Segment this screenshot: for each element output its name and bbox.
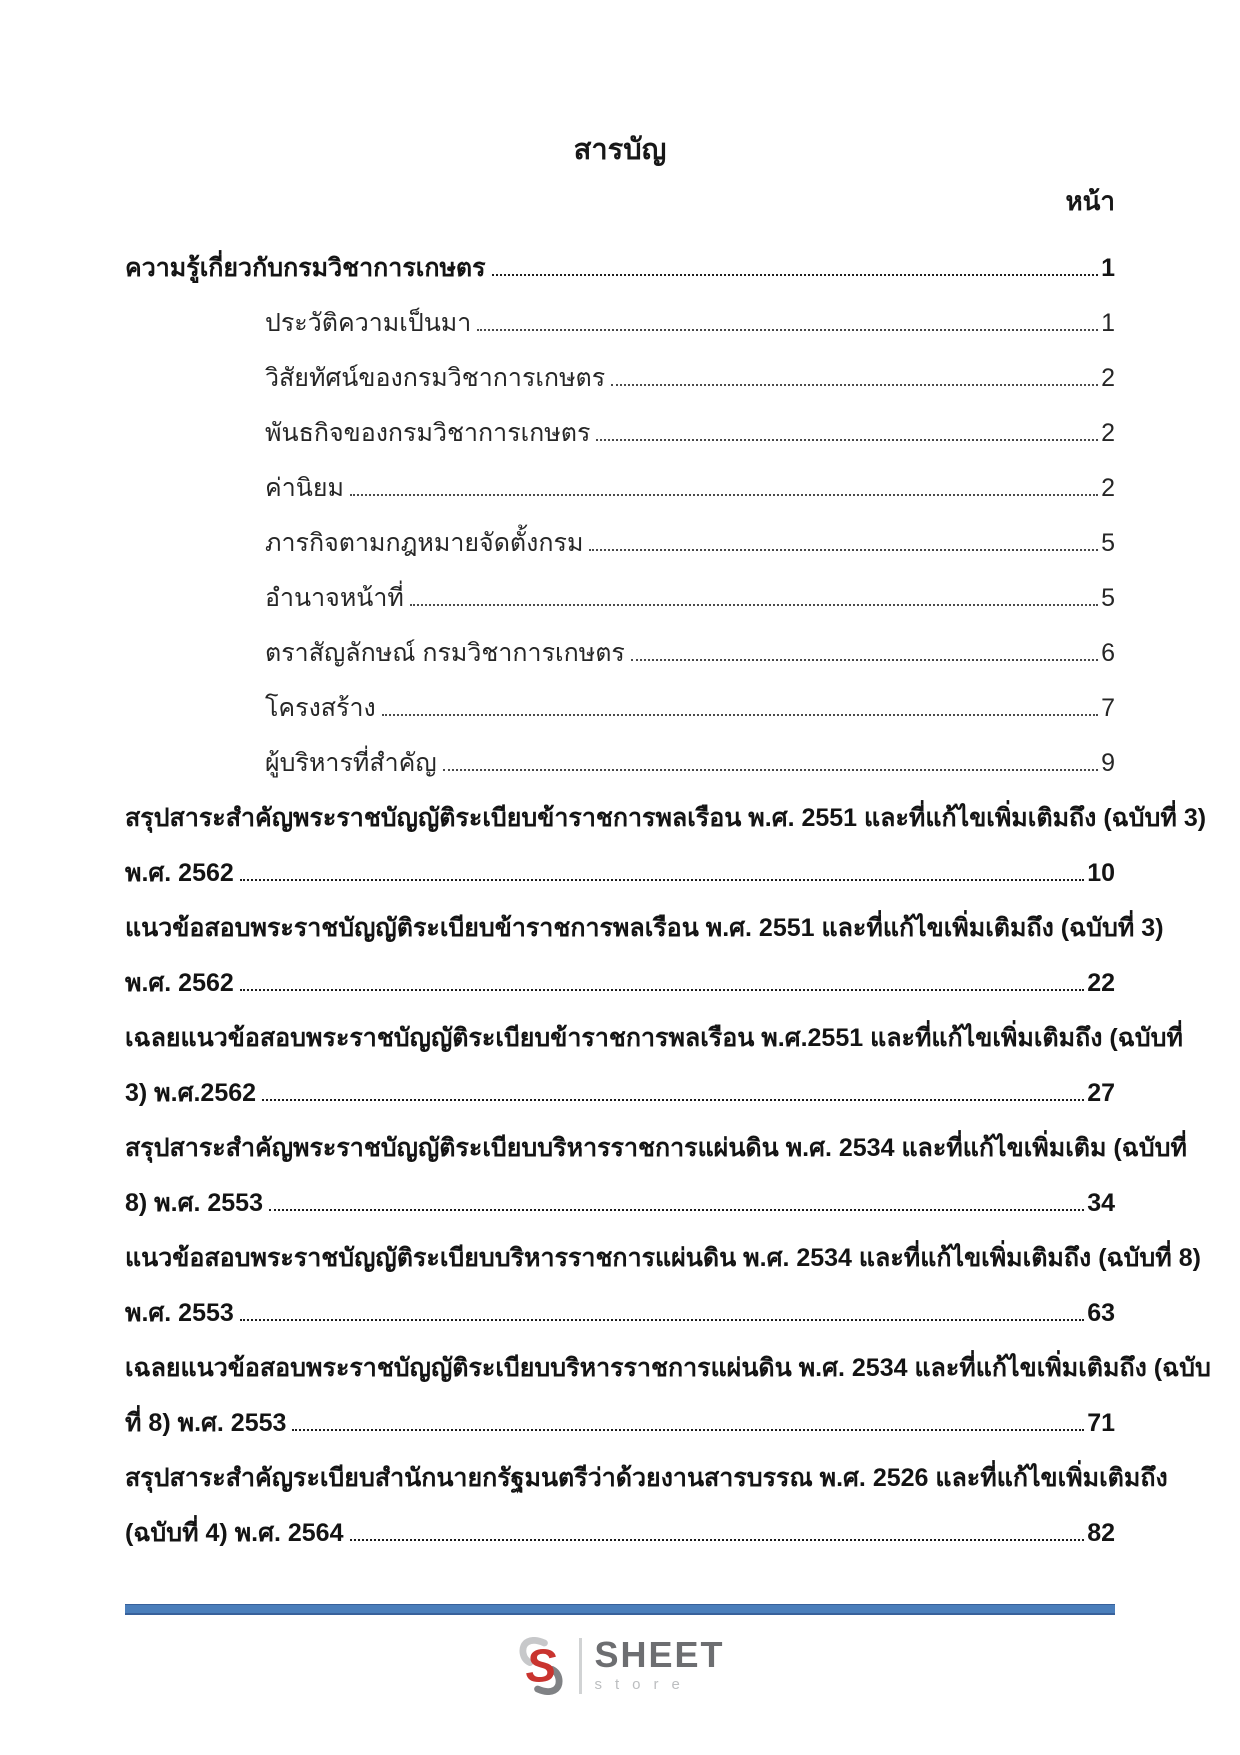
toc-entry	[125, 1110, 1187, 1220]
toc-line2-page: 71	[1087, 1409, 1115, 1438]
brand-logo	[125, 1634, 1115, 1695]
toc-entry	[125, 1330, 1211, 1440]
toc-line1-leader	[350, 494, 1098, 496]
toc-entry-line1	[125, 1000, 1183, 1055]
toc-line1-page: 2	[1101, 474, 1115, 503]
toc-entry	[125, 230, 1115, 285]
toc-entry-line1	[125, 340, 1115, 395]
toc-entry-line1	[125, 890, 1164, 945]
page-column-label: หน้า	[1065, 186, 1115, 216]
toc-entry-line1-text: สรุปสาระสำคัญระเบียบสำนักนายกรัฐมนตรีว่าด้วยงานสารบรรณ พ.ศ. 2526 และที่แก้ไขเพิ่มเติมถึง	[125, 1464, 1168, 1493]
toc-entry	[125, 560, 1115, 615]
toc-entry-line1-text: อำนาจหน้าที่	[265, 584, 404, 613]
toc-entry-line1-text: สรุปสาระสำคัญพระราชบัญญัติระเบียบบริหารราชการแผ่นดิน พ.ศ. 2534 และที่แก้ไขเพิ่มเติม (ฉบับที่	[125, 1134, 1187, 1163]
toc-entry-line1	[125, 780, 1207, 835]
toc-entry-line2-text: พ.ศ. 2553	[125, 1299, 234, 1328]
toc-entry-line2-text: (ฉบับที่ 4) พ.ศ. 2564	[125, 1519, 344, 1548]
toc-entry-line2	[125, 1165, 1115, 1220]
toc-entry-line1-text: เฉลยแนวข้อสอบพระราชบัญญัติระเบียบบริหารราชการแผ่นดิน พ.ศ. 2534 และที่แก้ไขเพิ่มเติมถึง (ฉบับ	[125, 1354, 1211, 1383]
toc-entry-line2-text: 3) พ.ศ.2562	[125, 1079, 257, 1108]
toc-entry-line1	[125, 670, 1115, 725]
toc-entry-line1	[125, 395, 1115, 450]
toc-entry-line1-text: ประวัติความเป็นมา	[265, 309, 472, 338]
toc-entry-line2	[125, 835, 1115, 890]
toc-entry-line2-text: พ.ศ. 2562	[125, 859, 234, 888]
toc-entry-line1-text: วิสัยทัศน์ของกรมวิชาการเกษตร	[265, 364, 606, 393]
toc-line1-page: 5	[1101, 529, 1115, 558]
toc-line2-page: 27	[1087, 1079, 1115, 1108]
toc-entry	[125, 615, 1115, 670]
toc-entry-line1	[125, 285, 1115, 340]
toc-line1-page: 9	[1101, 749, 1115, 778]
toc-entry-line2	[125, 1495, 1115, 1550]
toc-line2-page: 22	[1087, 969, 1115, 998]
toc-entry-line2	[125, 1385, 1115, 1440]
page-footer	[125, 1604, 1115, 1695]
page-title: สารบัญ	[573, 134, 667, 166]
toc-entry	[125, 285, 1115, 340]
toc-entry	[125, 890, 1164, 1000]
toc-entry-line1-text: ค่านิยม	[265, 474, 344, 503]
toc-entry-line1	[125, 1110, 1187, 1165]
brand-subtitle: store	[594, 1676, 693, 1693]
toc-entry-line1	[125, 1330, 1211, 1385]
toc-entry	[125, 725, 1115, 780]
toc-entry	[125, 340, 1115, 395]
toc-entry-line1	[125, 505, 1115, 560]
toc-entry	[125, 1440, 1168, 1550]
toc-line1-leader	[631, 659, 1098, 661]
toc-entry-line1	[125, 560, 1115, 615]
toc-entry-line1-text: ภารกิจตามกฎหมายจัดตั้งกรม	[265, 529, 584, 558]
toc-entry-line1-text: แนวข้อสอบพระราชบัญญัติระเบียบข้าราชการพลเรือน พ.ศ. 2551 และที่แก้ไขเพิ่มเติมถึง (ฉบับที่ 3)	[125, 914, 1164, 943]
toc-line2-leader	[350, 1539, 1085, 1541]
toc-entry	[125, 1220, 1201, 1330]
brand-name: SHEET	[594, 1634, 725, 1675]
toc-line1-page: 1	[1101, 254, 1115, 283]
toc-entry-line1-text: ความรู้เกี่ยวกับกรมวิชาการเกษตร	[125, 254, 486, 283]
toc-line1-page: 7	[1101, 694, 1115, 723]
toc-entry-line1	[125, 725, 1115, 780]
toc-entry-line1-text: พันธกิจของกรมวิชาการเกษตร	[265, 419, 591, 448]
toc-list	[125, 230, 1211, 1550]
toc-line1-page: 5	[1101, 584, 1115, 613]
footer-divider-bar	[125, 1604, 1115, 1615]
toc-line2-page: 82	[1087, 1519, 1115, 1548]
toc-entry-line1-text: เฉลยแนวข้อสอบพระราชบัญญัติระเบียบข้าราชการพลเรือน พ.ศ.2551 และที่แก้ไขเพิ่มเติมถึง (ฉบับที่	[125, 1024, 1183, 1053]
toc-entry-line2	[125, 1275, 1115, 1330]
toc-entry-line1	[125, 450, 1115, 505]
toc-entry-line1	[125, 1440, 1168, 1495]
toc-entry-line1-text: โครงสร้าง	[265, 694, 376, 723]
toc-entry-line2	[125, 1055, 1115, 1110]
toc-line2-leader	[262, 1099, 1084, 1101]
brand-separator	[579, 1638, 582, 1694]
toc-entry-line2-text: พ.ศ. 2562	[125, 969, 234, 998]
toc-line1-leader	[477, 329, 1098, 331]
toc-entry	[125, 450, 1115, 505]
toc-line1-leader	[589, 549, 1098, 551]
toc-entry-line1-text: ตราสัญลักษณ์ กรมวิชาการเกษตร	[265, 639, 625, 668]
toc-entry-line1-text: สรุปสาระสำคัญพระราชบัญญัติระเบียบข้าราชการพลเรือน พ.ศ. 2551 และที่แก้ไขเพิ่มเติมถึง (ฉบับที่ 3)	[125, 804, 1207, 833]
toc-entry-line1	[125, 1220, 1201, 1275]
toc-entry-line1	[125, 615, 1115, 670]
toc-entry-line1-text: ผู้บริหารที่สำคัญ	[265, 749, 437, 778]
toc-line2-page: 34	[1087, 1189, 1115, 1218]
toc-line1-leader	[410, 604, 1098, 606]
toc-entry	[125, 505, 1115, 560]
toc-entry-line1	[125, 230, 1115, 285]
toc-line1-leader	[596, 439, 1098, 441]
toc-line2-leader	[269, 1209, 1084, 1211]
sheet-store-logo-icon	[515, 1637, 567, 1695]
toc-entry-line1-text: แนวข้อสอบพระราชบัญญัติระเบียบบริหารราชการแผ่นดิน พ.ศ. 2534 และที่แก้ไขเพิ่มเติมถึง (ฉบับที่ 8)	[125, 1244, 1201, 1273]
toc-line2-page: 10	[1087, 859, 1115, 888]
toc-line2-page: 63	[1087, 1299, 1115, 1328]
toc-line1-page: 6	[1101, 639, 1115, 668]
toc-entry-line2	[125, 945, 1115, 1000]
toc-line1-page: 2	[1101, 364, 1115, 393]
toc-entry	[125, 1000, 1183, 1110]
toc-line2-leader	[240, 879, 1084, 881]
toc-entry-line2-text: ที่ 8) พ.ศ. 2553	[125, 1409, 287, 1438]
toc-line1-leader	[611, 384, 1098, 386]
toc-entry-line2-text: 8) พ.ศ. 2553	[125, 1189, 263, 1218]
toc-entry	[125, 780, 1207, 890]
toc-line1-leader	[382, 714, 1098, 716]
toc-entry	[125, 670, 1115, 725]
toc-line1-leader	[492, 274, 1098, 276]
toc-line1-leader	[443, 769, 1098, 771]
toc-entry	[125, 395, 1115, 450]
toc-line2-leader	[292, 1429, 1084, 1431]
toc-line2-leader	[240, 989, 1084, 991]
svg-text:S: S	[526, 1639, 557, 1692]
toc-line1-page: 2	[1101, 419, 1115, 448]
toc-line2-leader	[240, 1319, 1084, 1321]
toc-line1-page: 1	[1101, 309, 1115, 338]
